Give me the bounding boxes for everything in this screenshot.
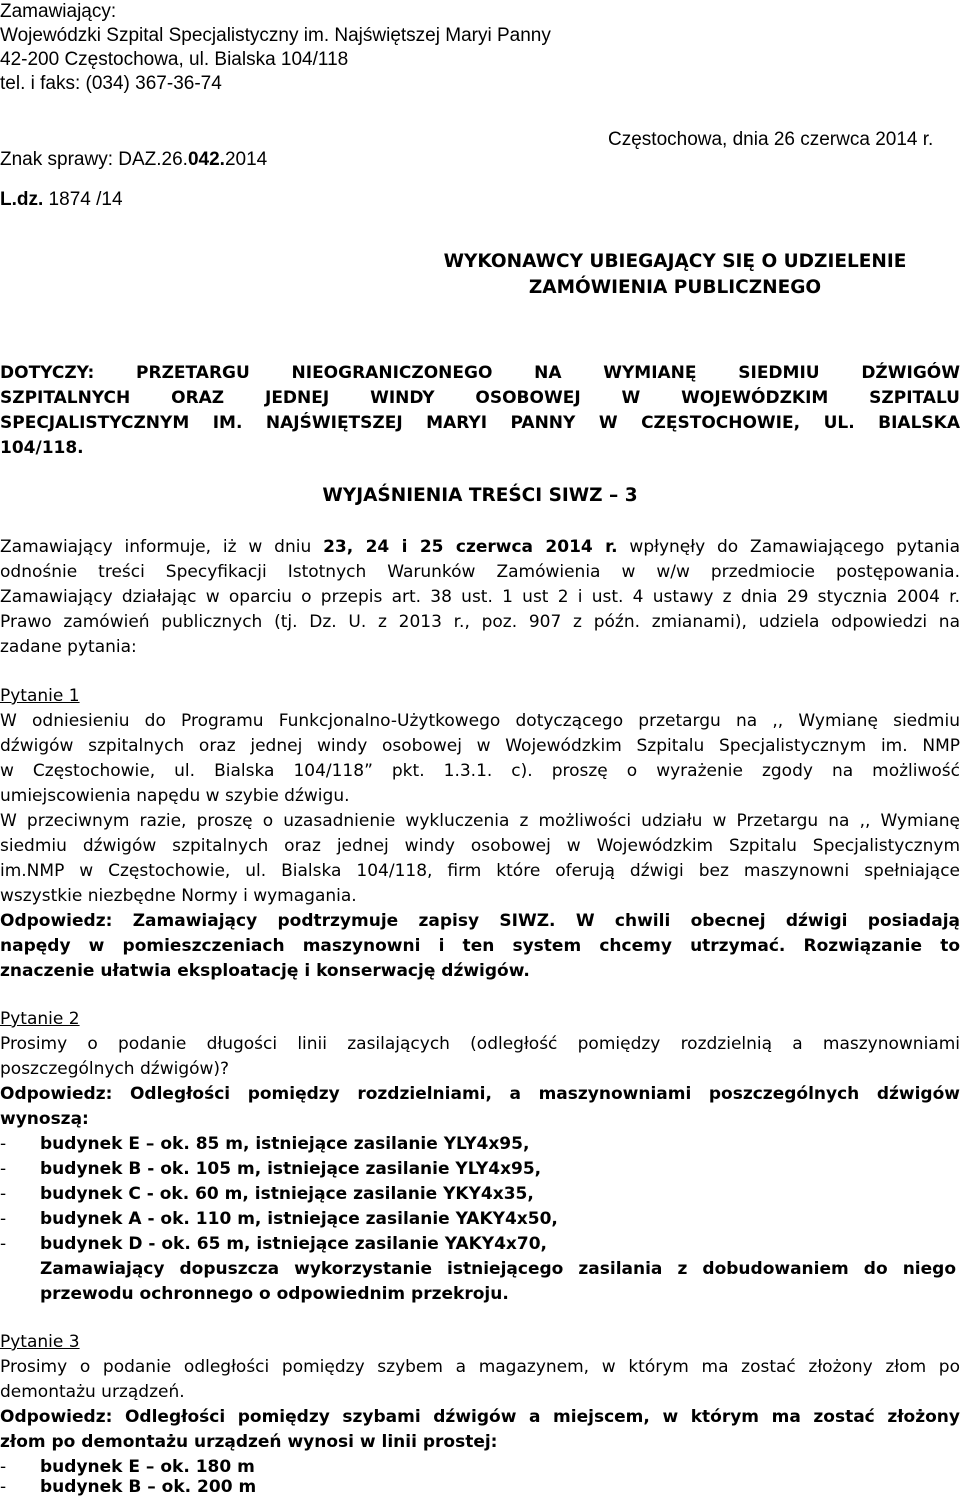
question-3-label: Pytanie 3 — [0, 1332, 80, 1352]
answer-1-line-2: napędy w pomieszczeniach maszynowni i ten system chcemy utrzymać. Rozwiązanie to — [0, 936, 960, 956]
case-number — [0, 148, 267, 172]
question-1-line-6: siedmiu dźwigów szpitalnych oraz jednej windy osobowej w Wojewódzkim Szpitalu Specjalistycznym — [0, 836, 960, 856]
subject-line-1: DOTYCZY: PRZETARGU NIEOGRANICZONEGO NA WYMIANĘ SIEDMIU DŹWIGÓW — [0, 363, 960, 383]
question-2-label: Pytanie 2 — [0, 1009, 80, 1029]
intro-line-4: Prawo zamówień publicznych (tj. Dz. U. z 2013 r., poz. 907 z późn. zmianami), udziela odpowiedzi na — [0, 612, 960, 632]
question-1-line-1: W odniesieniu do Programu Funkcjonalno-Użytkowego dotyczącego przetargu na ,, Wymianę siedmiu — [0, 711, 960, 731]
list-item-text: budynek B - ok. 105 m, istniejące zasilanie YLY4x95, — [40, 1159, 542, 1179]
intro-text-a: Zamawiający informuje, iż w dniu — [0, 537, 324, 557]
ldz-number — [0, 188, 123, 212]
case-bold: 042. — [187, 149, 225, 170]
question-3-line-2: demontażu urządzeń. — [0, 1382, 185, 1402]
answer-1-line-1: Odpowiedz: Zamawiający podtrzymuje zapisy SIWZ. W chwili obecnej dźwigi posiadają — [0, 911, 960, 931]
question-1-line-8: wszystkie niezbędne Normy i wymagania. — [0, 886, 357, 906]
question-3-line-1: Prosimy o podanie odległości pomiędzy szybem a magazynem, w którym ma zostać złożony złom po — [0, 1357, 960, 1377]
list-item-text: budynek B – ok. 200 m — [40, 1477, 257, 1497]
answer-2-line-1: Odpowiedz: Odległości pomiędzy rozdzielniami, a maszynowniami poszczególnych dźwigów — [0, 1084, 960, 1104]
case-prefix: Znak sprawy: DAZ.26. — [0, 149, 188, 170]
list-item: - budynek B – ok. 200 m — [0, 1477, 257, 1497]
ldz-value: 1874 /14 — [43, 189, 123, 210]
case-suffix: 2014 — [224, 149, 268, 170]
intro-line-3: Zamawiający działając w oparciu o przepis art. 38 ust. 1 ust 2 i ust. 4 ustawy z dnia 29 stycznia 2004 r. — [0, 587, 960, 607]
question-1-label: Pytanie 1 — [0, 686, 80, 706]
intro-line-1 — [0, 537, 960, 557]
list-item: - budynek A - ok. 110 m, istniejące zasilanie YAKY4x50, — [0, 1209, 558, 1229]
subject-line-4: 104/118. — [0, 438, 84, 458]
list-item: - budynek B - ok. 105 m, istniejące zasilanie YLY4x95, — [0, 1159, 542, 1179]
recipients-line-1: WYKONAWCY UBIEGAJĄCY SIĘ O UDZIELENIE — [443, 251, 907, 272]
list-item: - budynek C - ok. 60 m, istniejące zasilanie YKY4x35, — [0, 1184, 534, 1204]
subject-line-2: SZPITALNYCH ORAZ JEDNEJ WINDY OSOBOWEJ W WOJEWÓDZKIM SZPITALU — [0, 388, 960, 408]
ldz-label: L.dz. — [0, 189, 44, 210]
hospital-phone: tel. i faks: (034) 367-36-74 — [0, 73, 222, 94]
hospital-name: Wojewódzki Szpital Specjalistyczny im. Najświętszej Maryi Panny — [0, 25, 551, 46]
intro-dates: 23, 24 i 25 czerwca 2014 r. — [323, 537, 618, 557]
hospital-address: 42-200 Częstochowa, ul. Bialska 104/118 — [0, 49, 349, 70]
list-item: - budynek E – ok. 85 m, istniejące zasilanie YLY4x95, — [0, 1134, 530, 1154]
ordering-party-label: Zamawiający: — [0, 1, 117, 22]
answer-1-line-3: znaczenie ułatwia eksploatację i konserwację dźwigów. — [0, 961, 530, 981]
list-item: - budynek E – ok. 180 m — [0, 1457, 255, 1477]
question-1-line-7: im.NMP w Częstochowie, ul. Bialska 104/118, firm które oferują dźwigi bez maszynowni spełniające — [0, 861, 960, 881]
subject-line-3: SPECJALISTYCZNYM IM. NAJŚWIĘTSZEJ MARYI PANNY W CZĘSTOCHOWIE, UL. BIALSKA — [0, 413, 960, 433]
list-item-text: budynek C - ok. 60 m, istniejące zasilanie YKY4x35, — [40, 1184, 534, 1204]
answer-3-line-1: Odpowiedz: Odległości pomiędzy szybami dźwigów a miejscem, w którym ma zostać złożony — [0, 1407, 960, 1427]
list-item-text: budynek A - ok. 110 m, istniejące zasilanie YAKY4x50, — [40, 1209, 558, 1229]
recipients-line-2: ZAMÓWIENIA PUBLICZNEGO — [528, 277, 822, 298]
answer-2-note-1: Zamawiający dopuszcza wykorzystanie istniejącego zasilania z dobudowaniem do niego — [40, 1259, 956, 1279]
question-1-line-3: w Częstochowie, ul. Bialska 104/118” pkt. 1.3.1. c). proszę o wyrażenie zgody na możliwość — [0, 761, 960, 781]
city-date: Częstochowa, dnia 26 czerwca 2014 r. — [608, 129, 934, 150]
intro-line-5: zadane pytania: — [0, 637, 137, 657]
question-1-line-5: W przeciwnym razie, proszę o uzasadnienie wykluczenia z możliwości udziału w Przetargu na ,, Wymianę — [0, 811, 960, 831]
intro-line-2: odnośnie treści Specyfikacji Istotnych Warunków Zamówienia w w/w przedmiocie postępowania. — [0, 562, 960, 582]
list-item-text: budynek E – ok. 180 m — [40, 1457, 255, 1477]
intro-text-c: wpłynęły do Zamawiającego pytania — [617, 537, 960, 557]
list-item-text: budynek E – ok. 85 m, istniejące zasilanie YLY4x95, — [40, 1134, 530, 1154]
list-item: - budynek D - ok. 65 m, istniejące zasilanie YAKY4x70, — [0, 1234, 547, 1254]
question-2-line-1: Prosimy o podanie długości linii zasilających (odległość pomiędzy rozdzielnią a maszynowniami — [0, 1034, 960, 1054]
answer-2-line-2: wynoszą: — [0, 1109, 89, 1129]
question-1-line-2: dźwigów szpitalnych oraz jednej windy osobowej w Wojewódzkim Szpitalu Specjalistycznym im. NMP — [0, 736, 960, 756]
answer-2-note-2: przewodu ochronnego o odpowiednim przekroju. — [40, 1284, 509, 1304]
answer-3-line-2: złom po demontażu urządzeń wynosi w linii prostej: — [0, 1432, 498, 1452]
question-2-line-2: poszczególnych dźwigów)? — [0, 1059, 230, 1079]
section-title: WYJAŚNIENIA TREŚCI SIWZ – 3 — [322, 485, 638, 506]
question-1-line-4: umiejscowienia napędu w szybie dźwigu. — [0, 786, 350, 806]
list-item-text: budynek D - ok. 65 m, istniejące zasilanie YAKY4x70, — [40, 1234, 547, 1254]
